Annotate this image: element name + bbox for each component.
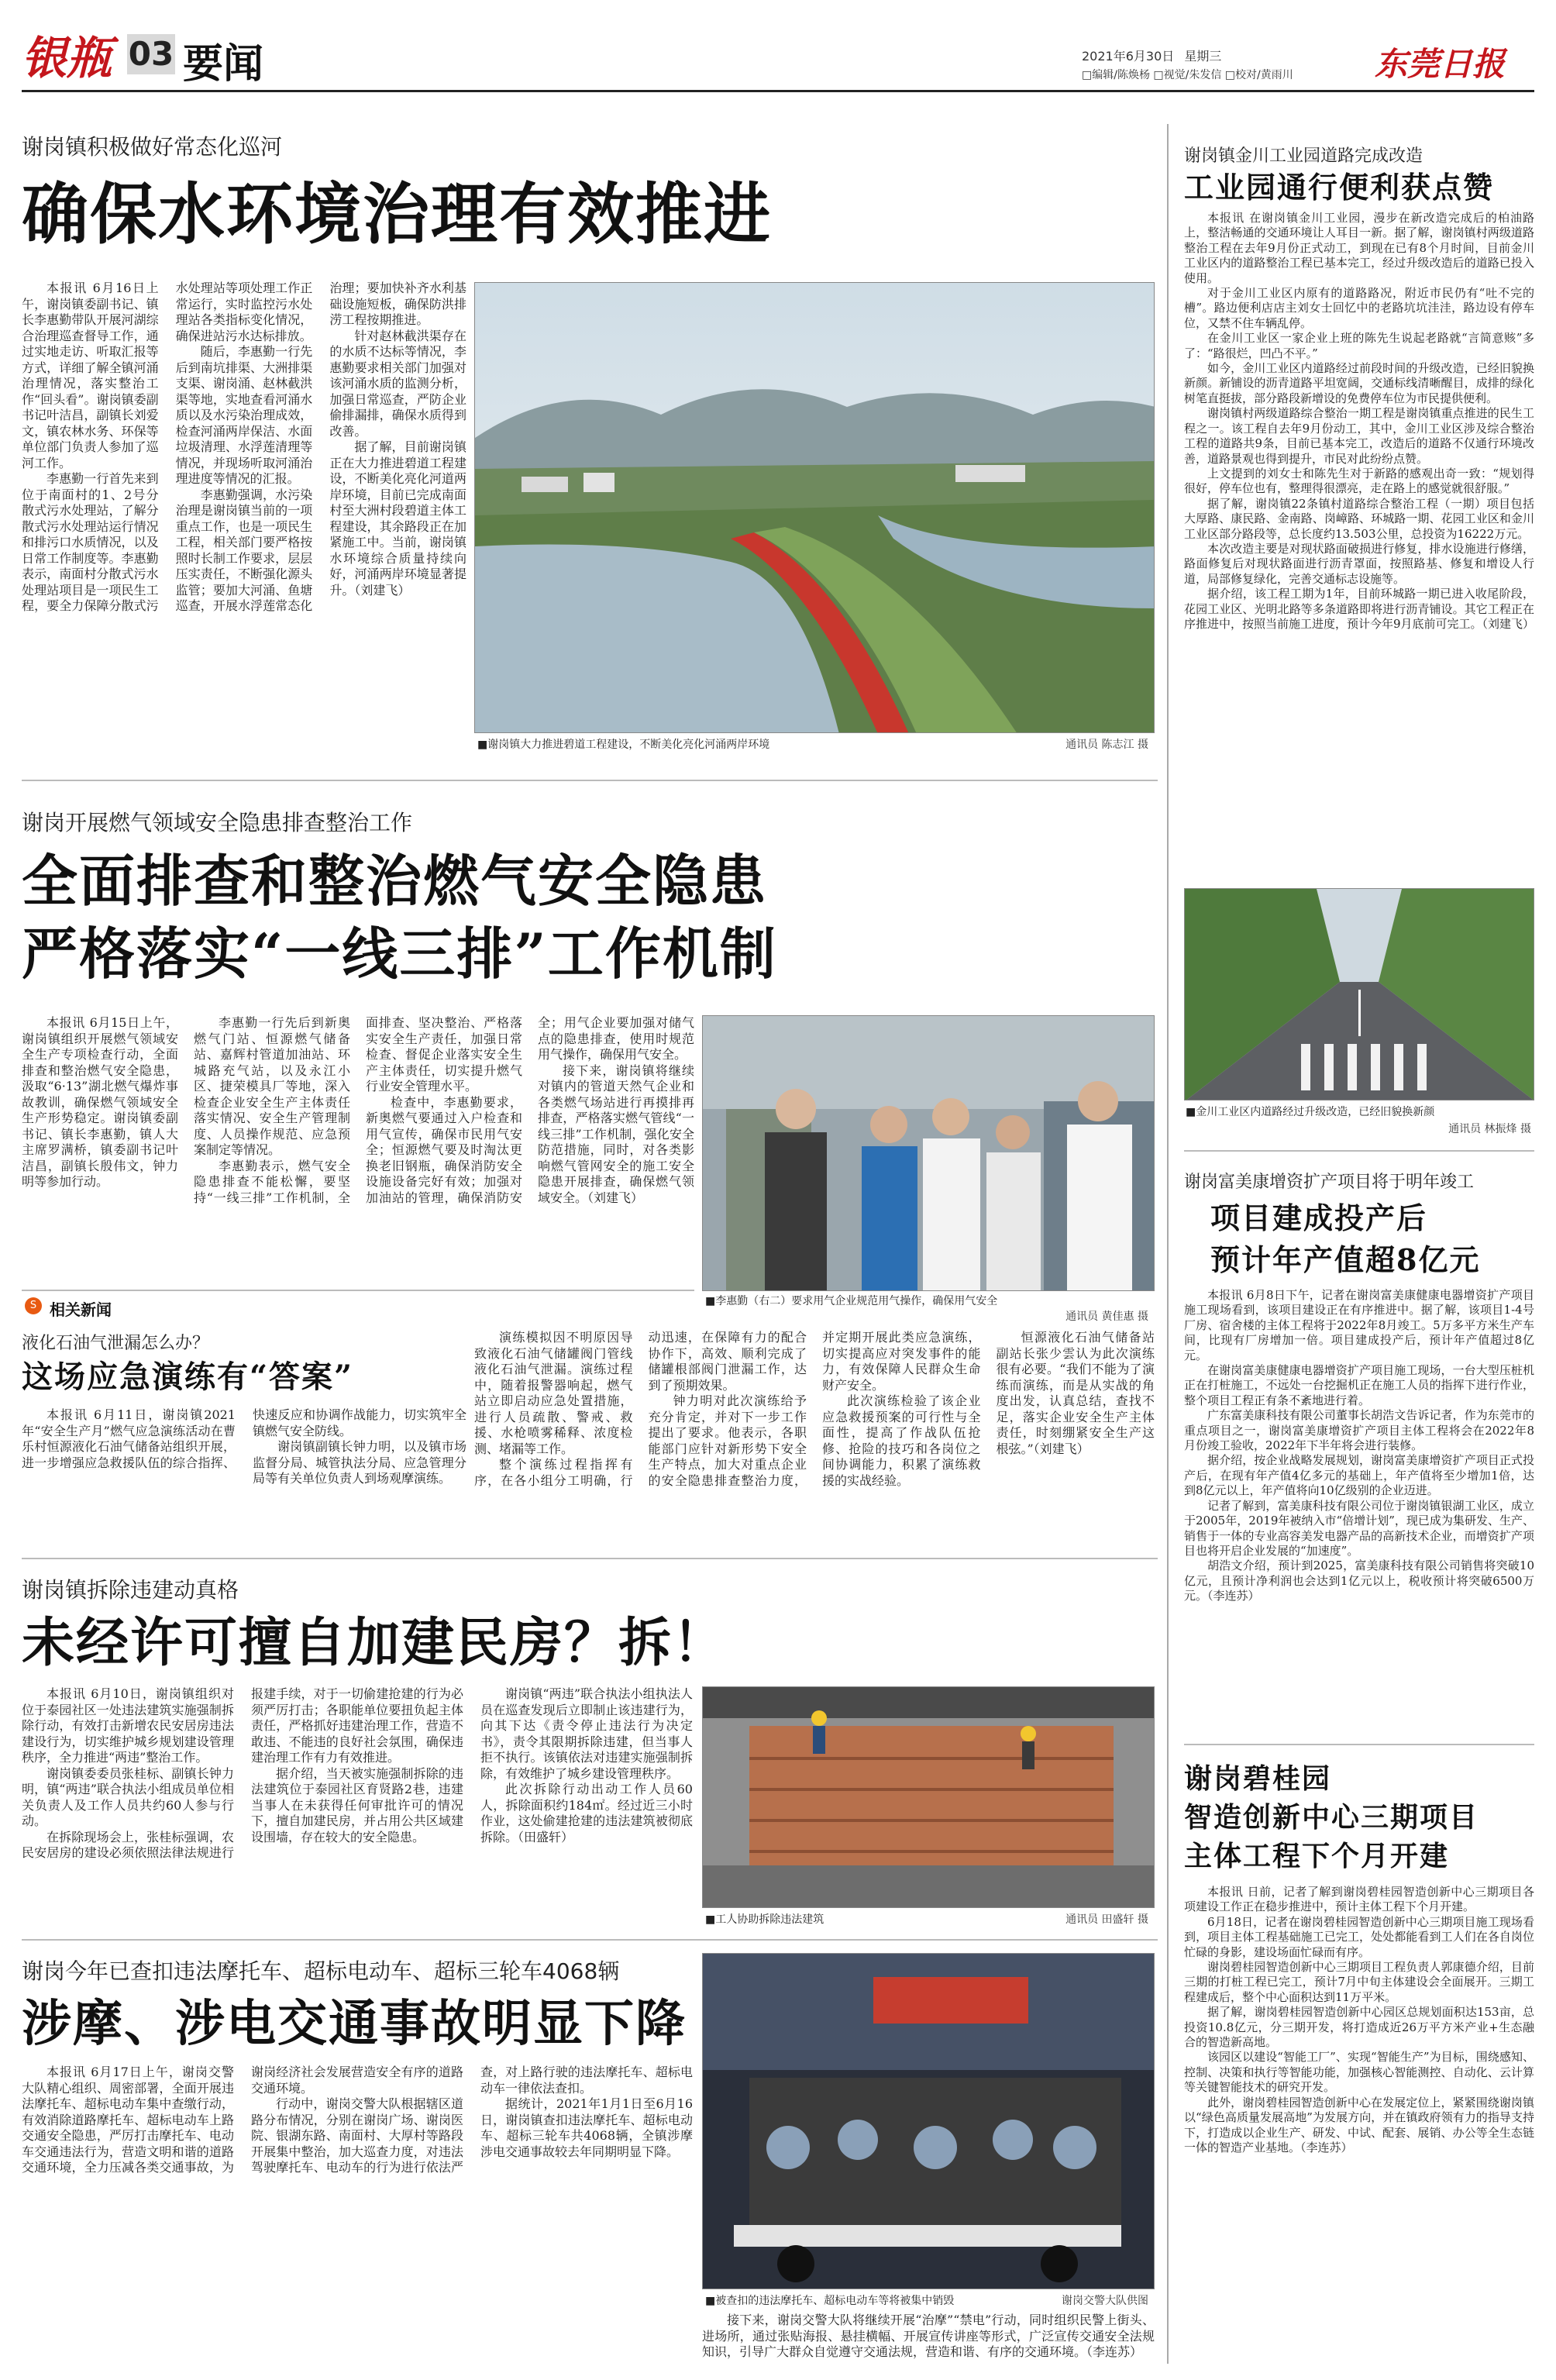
article-3-title: 这场应急演练有“答案” — [22, 1359, 354, 1395]
paragraph: 本报讯 6月10日，谢岗镇组织对位于泰园社区一处违法建筑实施强制拆除行动，有效打击新增农民安居房违法建设行为，切实维护城乡规划建设管理秩序，全力推进“两违”整治工作。 — [22, 1686, 234, 1765]
paragraph: 胡浩文介绍，预计到2025，富美康科技有限公司销售将突破10亿元，且预计净利润也会达到1亿元以上，税收预计将突破6500万元。（李连苏） — [1184, 1559, 1534, 1603]
masthead — [0, 0, 1556, 93]
paragraph: 据介绍，按企业战略发展规划，谢岗富美康增资扩产项目正式投产后，在现有年产值4亿多元的基础上，年产值将至少增加1倍，达到8亿元以上，年产值将向10亿级别的企业迈进。 — [1184, 1453, 1534, 1498]
section-divider — [1184, 1150, 1534, 1152]
sidebar-2-title-line2: 预计年产值超8亿元 — [1210, 1242, 1481, 1277]
article-4-title: 未经许可擅自加建民房？拆！ — [22, 1612, 728, 1674]
paragraph: 据了解，谢岗镇22条镇村道路综合整治工程（一期）项目包括大厚路、康民路、金南路、岗嶂路、环城路一期、花园工业区和金川工业区部分路段等，总长度约13.503公里，总投资为16222万元。 — [1184, 496, 1534, 541]
paragraph: 李惠勤一行先后到新奥燃气门站、恒源燃气储备站、嘉辉村管道加油站、环城路充气站，以及永江小区、捷荣模具厂等地，深入检查企业安全生产主体责任落实情况、安全生产管理制度、人员操作规范、应急预案制定等情况。 — [194, 1015, 350, 1157]
section-divider — [22, 1558, 1158, 1559]
sidebar-2-body — [1184, 1288, 1534, 1691]
paragraph: 李惠勤一行首先来到位于南面村的1、2号分散式污水处理站，了解分散式污水处理站运行情况和排污口水质情况，以及日常工作制度等。李惠勤表示，南面村分散式污水处理站项目是一项民生工程，要全力保障分散式污水处理站等项处理工作正常运行，实时监控污水处理站各类指标变化情况，确保进站污水达标排放。 — [22, 281, 313, 613]
paragraph: 记者了解到，富美康科技有限公司位于谢岗镇银湖工业区，成立于2005年，2019年被纳入市“倍增计划”，现已成为集研发、生产、销售于一体的专业高容美发电器产品的高新技术企业，而增资扩产项目也将开启企业发展的“加速度”。 — [1184, 1498, 1534, 1558]
river-greenway-image — [475, 283, 1155, 733]
paragraph: 在拆除现场会上，张桂标强调，农民安居房的建设必须依照法律法规进行报建手续，对于一切偷建抢建的行为必须严厉打击；各职能单位要扭负起主体责任，严格抓好违建治理工作，营造不敢违、不能违的良好社会氛围，确保违建治理工作有力有效推进。 — [22, 1686, 463, 1860]
article-2-photo — [702, 1015, 1155, 1291]
paragraph: 本报讯 日前，记者了解到谢岗碧桂园智造创新中心三期项目各项建设工作正在稳步推进中，预计主体工程下个月开建。 — [1184, 1885, 1534, 1914]
section-divider — [22, 1939, 1158, 1941]
paragraph: 李惠勤强调，水污染治理是谢岗镇当前的一项重点工作，也是一项民生工程，相关部门要严格按照时长制工作要求，层层压实责任，不断强化源头监管；要加大河涌、鱼塘巡查，开展水浮莲常态化治理；要加快补齐水利基础设施短板，确保防洪排涝工程按期推进。 — [175, 281, 466, 613]
article-1-caption: ■谢岗镇大力推进碧道工程建设，不断美化亮化河涌两岸环境 — [477, 739, 770, 751]
article-5-caption-bar — [702, 2289, 1155, 2309]
paragraph: 检查中，李惠勤要求，新奥燃气要通过入户检查和用气宣传，确保市民用气安全；恒源燃气要及时淘汰更换老旧钢瓶，确保消防安全设施设备完好有效；加强对加油站的管理，确保消防安全；用气企业要加强对储气点的隐患排查，使用时规范用气操作，确保用气安全。 — [366, 1015, 694, 1205]
article-2-title-line1: 全面排查和整治燃气安全隐患 — [22, 848, 768, 914]
article-2-caption-bar — [702, 1291, 1155, 1322]
sidebar-3-title-line1: 智造创新中心三期项目 — [1184, 1801, 1479, 1834]
article-2-title-line2: 严格落实“一线三排”工作机制 — [22, 921, 777, 987]
paragraph: 整个演练过程指挥有序，在各小组分工明确，行动迅速，在保障有力的配合协作下，高效、顺利完成了储罐根部阀门泄漏工作，达到了预期效果。 — [474, 1330, 807, 1488]
article-3-body-b — [474, 1330, 1155, 1539]
sidebar-3-kicker: 谢岗碧桂园 — [1184, 1762, 1332, 1795]
paragraph: 钟力明对此次演练给予充分肯定，并对下一步工作提出了要求。他表示，各职能部门应针对新形势下安全生产特点，加大对重点企业的安全隐患排查整治力度，并定期开展此类应急演练，切实提高应对突发事件的能力，有效保障人民群众生命财产安全。 — [648, 1330, 981, 1488]
related-news-tag — [22, 1290, 694, 1319]
date-text: 2021年6月30日 — [1082, 49, 1175, 64]
article-2-body — [22, 1015, 694, 1279]
paragraph: 据了解，谢岗碧桂园智造创新中心园区总规划面积达153亩，总投资10.8亿元，分三期开发，将打造成近26万平方米产业+生态融合的智造新高地。 — [1184, 2005, 1534, 2050]
section-logo: 银瓶 — [22, 32, 112, 84]
sidebar-1-photo — [1184, 888, 1534, 1100]
section-name: 要闻 — [183, 40, 264, 88]
paragraph: 行动中，谢岗交警大队根据辖区道路分布情况，分别在谢岗广场、谢岗医院、银湖东路、南面村、大厚村等路段开展集中整治，加大巡查力度，对违法驾驶摩托车、电动车的行为进行依法严查，对上路行驶的违法摩托车、超标电动车一律依法查扣。 — [251, 2065, 693, 2175]
paragraph: 据统计，2021年1月1日至6月16日，谢岗镇查扣违法摩托车、超标电动车、超标三轮车共4068辆，全镇涉摩涉电交通事故较去年同期明显下降。 — [480, 2096, 693, 2159]
paragraph: 本报讯 在谢岗镇金川工业园，漫步在新改造完成后的柏油路上，整洁畅通的交通环境让人耳目一新。据了解，谢岗镇村两级道路整治工程在去年9月份正式动工，到现在已有8个月时间，目前金川工业区内的道路整治工程已基本完工，经过升级改造后的道路已投入使用。 — [1184, 211, 1534, 285]
article-5-body-a — [22, 2065, 693, 2359]
article-2-kicker: 谢岗开展燃气领域安全隐患排查整治工作 — [22, 810, 413, 835]
column-divider — [1167, 124, 1169, 2364]
article-1-credit: 通讯员 陈志江 摄 — [1065, 739, 1148, 751]
paragraph: 6月18日，记者在谢岗碧桂园智造创新中心三期项目施工现场看到，项目主体工程基础施工已完工，处处都能看到工人们在各自岗位忙碌的身影，建设场面忙碌而有序。 — [1184, 1914, 1534, 1959]
paragraph: 此外，谢岗碧桂园智造创新中心在发展定位上，紧紧围绕谢岗镇以“绿色高质量发展高地”为发展方向，并在镇政府领有力的指导支持下，打造成以企业生产、研发、中试、配套、展销、办公等全生态链一体的智造产业基地。（李连苏） — [1184, 2095, 1534, 2154]
paragraph: 谢岗镇委委员张桂标、副镇长钟力明，镇“两违”联合执法小组成员单位相关负责人及工作人员共约60人参与行动。 — [22, 1765, 234, 1828]
article-5-photo — [702, 1953, 1155, 2289]
sidebar-1-title: 工业园通行便利获点赞 — [1184, 170, 1495, 205]
article-4-body — [22, 1686, 693, 1919]
sidebar-2-kicker: 谢岗富美康增资扩产项目将于明年竣工 — [1184, 1173, 1475, 1192]
paragraph: 如今，金川工业区内道路经过前段时间的升级改造，已经旧貌换新颜。新铺设的沥青道路平坦宽阔，交通标线清晰醒目，成排的绿化树笔直挺拔，部分路段新增设的免费停车位为市民提供便利。 — [1184, 361, 1534, 405]
demolition-image — [703, 1687, 1155, 1908]
paragraph: 针对赵林截洪渠存在的水质不达标等情况，李惠勤要求相关部门加强对该河涌水质的监测分析，加强日常巡查，严防企业偷排漏排，确保水质得到改善。 — [329, 328, 466, 439]
sidebar-3-title-line2: 主体工程下个月开建 — [1184, 1840, 1450, 1872]
article-4-photo — [702, 1686, 1155, 1908]
paragraph: 本报讯 6月8日下午，记者在谢岗富美康健康电器增资扩产项目施工现场看到，该项目建设正在有序推进中。据了解，该项目1-4号厂房、宿舍楼的主体工程将于2022年8月竣工。5万多平方米生产车间，比现有厂房增加一倍。项目建成投产后，预计年产值超过8亿元。 — [1184, 1288, 1534, 1362]
paragraph: 恒源液化石油气储备站副站长张少雲认为此次演练很有必要。“我们不能为了演练而演练，而是从实战的角度出发，认真总结，查找不足，落实企业安全生产主体责任，时刻绷紧安全生产这根弦。”（刘建飞） — [996, 1330, 1155, 1456]
article-5-credit: 谢岗交警大队供图 — [1062, 2295, 1148, 2307]
section-divider — [1184, 1744, 1534, 1745]
page-number: 03 — [128, 35, 174, 73]
paragraph: 本报讯 6月17日上午，谢岗交警大队精心组织、周密部署，全面开展违法摩托车、超标电动车集中查缴行动，有效消除道路摩托车、超标电动车上路交通安全隐患，严厉打击摩托车、电动车交通违法行为，营造文明和谐的道路交通环境，全力压减各类交通事故，为谢岗经济社会发展营造安全有序的道路交通环境。 — [22, 2065, 463, 2175]
article-5-caption: ■被查扣的违法摩托车、超标电动车等将被集中销毁 — [705, 2295, 955, 2307]
issue-date — [1082, 46, 1221, 64]
sidebar-1-credit: 通讯员 林振烽 摄 — [1448, 1123, 1531, 1135]
article-5-body-b — [702, 2313, 1155, 2362]
paragraph: 谢岗碧桂园智造创新中心三期项目工程负责人郭康德介绍，目前三期的打桩工程已完工，预计7月中旬主体建设会全面展开。三期工程建成后，整个中心面积达到11万平米。 — [1184, 1960, 1534, 2004]
paragraph: 演练模拟因不明原因导致液化石油气储罐阀门管线液化石油气泄漏。演练过程中，随着报警器响起，燃气站立即启动应急处置措施，进行人员疏散、警戒、救援、水枪喷雾稀释、浓度检测、堵漏等工作。 — [474, 1330, 633, 1456]
article-1-photo — [474, 282, 1155, 733]
article-4-caption: ■工人协助拆除违法建筑 — [705, 1913, 824, 1926]
paragraph: 据介绍，该工程工期为1年，目前环城路一期已进入收尾阶段，花园工业区、光明北路等多条道路即将进行沥青铺设。其它工程正在序推进中，按照当前施工进度，预计今年9月底前可完工。（刘建飞） — [1184, 587, 1535, 631]
paragraph: 该园区以建设“智能工厂”、实现“智能生产”为目标，围绕感知、控制、决策和执行等智能功能，加强核心智能测控、自动化、云计算等关键智能技术的研究开发。 — [1184, 2050, 1534, 2095]
paragraph: 广东富美康科技有限公司董事长胡浩文告诉记者，作为东莞市的重点项目之一，谢岗富美康增资扩产项目主体工程将会在2022年8月份竣工验收，2022年下半年将会进行装修。 — [1184, 1408, 1534, 1453]
sidebar-3-body — [1184, 1885, 1534, 2361]
paragraph: 本次改造主要是对现状路面破损进行修复，排水设施进行修缮，路面修复后对现状路面进行沥青罩面，按照路基、修复和增设人行道，局部修复绿化，完善交通标志设施等。 — [1184, 541, 1534, 586]
sidebar-2-title-line1: 项目建成投产后 — [1210, 1200, 1428, 1235]
editor-credits: □编辑/陈焕杨 □视觉/朱发信 □校对/黄雨川 — [1082, 69, 1293, 81]
paragraph: 对于金川工业区内原有的道路路况，附近市民仍有“吐不完的槽”。路边便利店店主刘女士回忆中的老路坑坑洼洼，路边设有停车位，又禁不住车辆乱停。 — [1184, 286, 1534, 330]
paragraph: 谢岗镇“两违”联合执法小组执法人员在巡查发现后立即制止该违建行为，向其下达《责令停止违法行为决定书》，责令其限期拆除违建，但当事人拒不执行。该镇依法对违建实施强制拆除，有效维护了城乡建设管理秩序。 — [480, 1686, 693, 1781]
seized-motorcycles-image — [703, 1954, 1155, 2289]
paragraph: 谢岗镇村两级道路综合整治一期工程是谢岗镇重点推进的民生工程之一。该工程自去年9月份动工，其中，金川工业区涉及综合整治工程的道路共9条，目前已基本完工，改造后的道路不仅通行环境改善，道路景观也得到提升，市民对此纷纷点赞。 — [1184, 406, 1534, 466]
article-3-body-a — [22, 1407, 466, 1539]
paragraph: 接下来，谢岗交警大队将继续开展“治摩”“禁电”行动，同时组织民警上街头、进场所，通过张贴海报、悬挂横幅、开展宣传讲座等形式，广泛宣传交通安全法规知识，引导广大群众自觉遵守交通法规，营造和谐、有序的交通环境。（李连苏） — [702, 2313, 1155, 2359]
article-4-credit: 通讯员 田盛轩 摄 — [1065, 1913, 1148, 1926]
masthead-rule — [22, 90, 1534, 92]
related-news-label: 相关新闻 — [50, 1300, 112, 1319]
article-5-title: 涉摩、涉电交通事故明显下降 — [22, 1995, 687, 2053]
article-1-kicker: 谢岗镇积极做好常态化巡河 — [22, 134, 283, 160]
paragraph: 谢岗镇副镇长钟力明，以及镇市场监督分局、城管执法分局、应急管理分局等有关单位负责人到场观摩演练。 — [253, 1439, 466, 1486]
article-4-caption-bar — [702, 1908, 1155, 1930]
article-1-caption-bar — [474, 733, 1155, 755]
article-4-kicker: 谢岗镇拆除违建动真格 — [22, 1577, 239, 1603]
related-icon: S — [25, 1297, 42, 1314]
paragraph: 李惠勤表示，燃气安全隐患排查不能松懈，要坚持“一线三排”工作机制，全面排查、坚决整治、严格落实安全生产责任，加强日常检查、督促企业落实安全生产主体责任，切实提升燃气行业安全管理水平。 — [194, 1015, 522, 1205]
paragraph: 本报讯 6月15日上午，谢岗镇组织开展燃气领域安全生产专项检查行动，全面排查和整治燃气安全隐患，汲取“6·13”湖北燃气爆炸事故教训，确保燃气领域安全生产形势稳定。谢岗镇委副书记、镇长李惠勤，镇人大主席罗满桥，镇委副书记叶洁昌，副镇长殷伟文，钟力明等参加行动。 — [22, 1015, 178, 1189]
paragraph: 接下来，谢岗镇将继续对镇内的管道天然气企业和各类燃气场站进行再摸排再排查，严格落实燃气管线“一线三排”工作机制，强化安全防范措施，同时，对各类影响燃气管网安全的施工安全隐患开展排查，确保燃气领域安全。（刘建飞） — [538, 1063, 694, 1205]
paragraph: 本报讯 6月11日，谢岗镇2021年“安全生产月”燃气应急演练活动在曹乐村恒源液化石油气储备站组织开展，进一步增强应急救援队伍的综合指挥、快速反应和协调作战能力，切实筑牢全镇燃气安全防线。 — [22, 1407, 466, 1470]
paragraph: 据介绍，当天被实施强制拆除的违法建筑位于泰园社区育贤路2巷，违建当事人在未获得任何审批许可的情况下，擅自加建民房，并占用公共区域建设围墙，存在较大的安全隐患。 — [251, 1765, 463, 1844]
gas-inspection-image — [703, 1016, 1155, 1291]
paper-logo: 东莞日报 — [1375, 45, 1506, 83]
sidebar-1-caption-bar — [1184, 1100, 1534, 1138]
sidebar-1-caption: ■金川工业区内道路经过升级改造，已经旧貌换新颜 — [1186, 1106, 1435, 1118]
paragraph: 据了解，目前谢岗镇正在大力推进碧道工程建设，不断美化亮化河道两岸环境，目前已完成南面村至大洲村段碧道主体工程建设，其余路段正在加紧施工中。当前，谢岗镇水环境综合质量持续向好，河涌两岸环境显著提升。（刘建飞） — [329, 439, 466, 598]
sidebar-1-body — [1184, 211, 1534, 893]
weekday-text: 星期三 — [1184, 49, 1222, 64]
sidebar-1-kicker: 谢岗镇金川工业园道路完成改造 — [1184, 146, 1423, 166]
article-1-title: 确保水环境治理有效推进 — [22, 175, 772, 253]
article-5-kicker: 谢岗今年已查扣违法摩托车、超标电动车、超标三轮车4068辆 — [22, 1958, 620, 1984]
article-2-caption: ■李惠勤（右二）要求用气企业规范用气操作，确保用气安全 — [705, 1295, 998, 1307]
paragraph: 上文提到的刘女士和陈先生对于新路的感观出奇一致：“规划得很好，停车位也有，整理得很漂亮，走在路上的感觉就很舒服。” — [1184, 466, 1534, 496]
paragraph: 此次演练检验了该企业应急救援预案的可行性与全面性，提高了作战队伍抢修、抢险的技巧和各岗位之间协调能力，积累了演练救援的实战经验。 — [822, 1393, 981, 1488]
section-divider — [22, 780, 1158, 781]
article-1-body — [22, 281, 466, 761]
industrial-road-image — [1185, 889, 1534, 1100]
paragraph: 此次拆除行动出动工作人员60人，拆除面积约184㎡。经过近三小时作业，这处偷建抢建的违法建筑被彻底拆除。（田盛轩） — [480, 1782, 693, 1844]
paragraph: 随后，李惠勤一行先后到南坑排渠、大洲排渠支渠、谢岗涌、赵林截洪渠等地，实地查看河涌水质以及水污染治理成效，检查河涌两岸保洁、水面垃圾清理、水浮莲清理等情况，并现场听取河涌治理进度等情况的汇报。 — [175, 344, 313, 486]
paragraph: 本报讯 6月16日上午，谢岗镇委副书记、镇长李惠勤带队开展河湖综合治理巡查督导工作，通过实地走访、听取汇报等方式，详细了解全镇河涌治理情况，落实整治工作“回头看”。谢岗镇委副书记叶洁昌，副镇长刘爱文，镇农林水务、环保等单位部门负责人参加了巡河工作。 — [22, 281, 159, 470]
article-3-kicker: 液化石油气泄漏怎么办？ — [22, 1334, 210, 1353]
paragraph: 在谢岗富美康健康电器增资扩产项目施工现场，一台大型压桩机正在打桩施工，不远处一台挖掘机正在施工人员的指挥下进行作业，整个项目工程正有条不紊地进行着。 — [1184, 1363, 1534, 1407]
article-2-credit: 通讯员 黄佳惠 摄 — [1065, 1311, 1148, 1323]
paragraph: 在金川工业区一家企业上班的陈先生说起老路就“言简意赅”多了：“路很烂，凹凸不平。” — [1184, 331, 1534, 360]
